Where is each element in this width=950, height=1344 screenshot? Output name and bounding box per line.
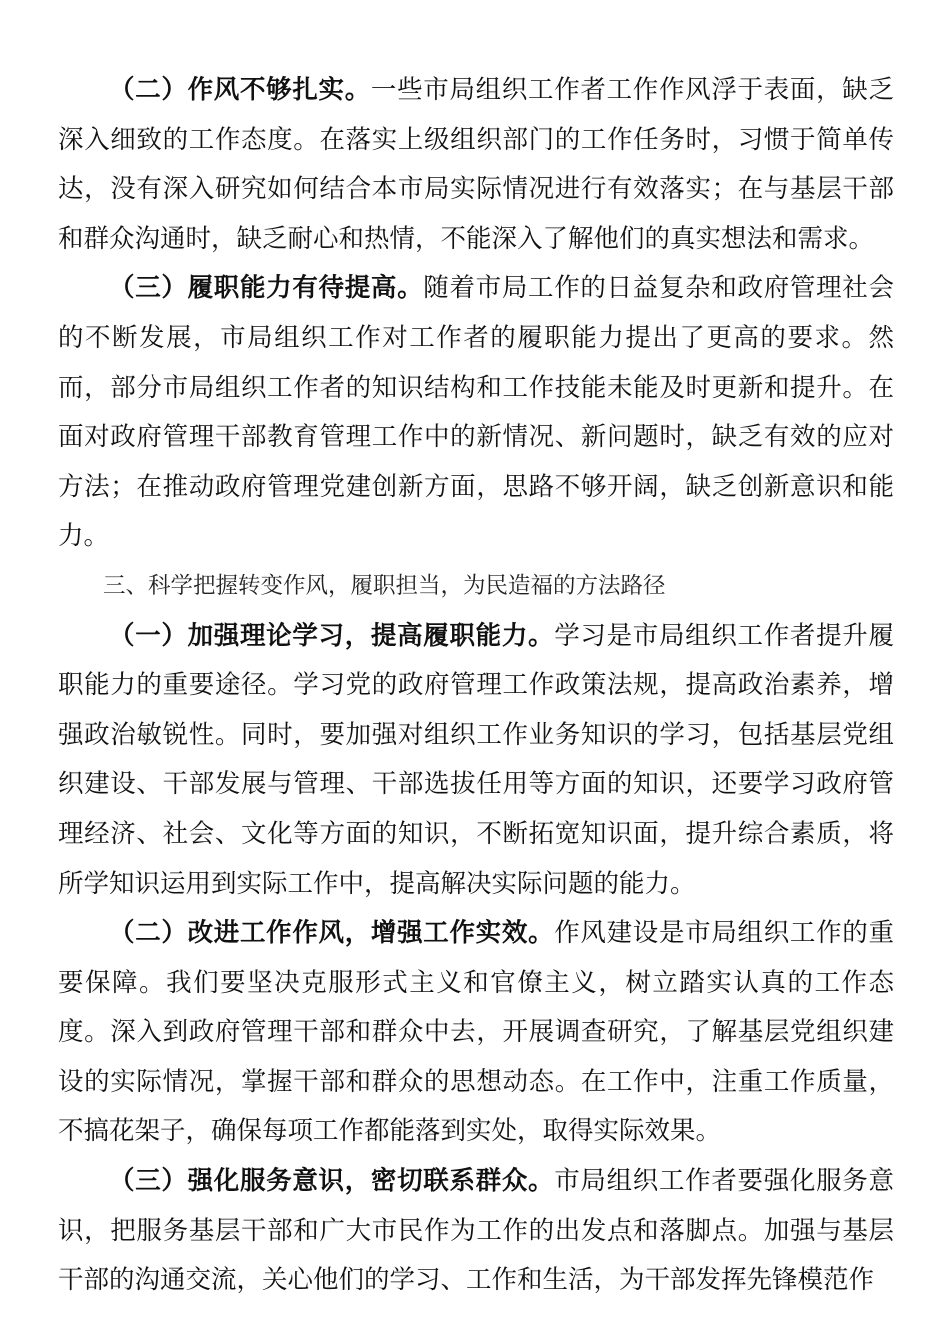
paragraph-service-awareness [58, 1157, 894, 1306]
paragraph-lead: （一）加强理论学习，提高履职能力。 [109, 620, 555, 651]
paragraph-lead: （三）履职能力有待提高。 [109, 273, 424, 304]
paragraph-body: 学习是市局组织工作者提升履职能力的重要途径。学习党的政府管理工作政策法规，提高政治素养，增强政治敏锐性。同时，要加强对组织工作业务知识的学习，包括基层党组织建设、干部发展与管理、干部选拔任用等方面的知识，还要学习政府管理经济、社会、文化等方面的知识，不断拓宽知识面，提升综合素质，将所学知识运用到实际工作中，提高解决实际问题的能力。 [58, 620, 894, 899]
paragraph-body: 一些市局组织工作者工作作风浮于表面，缺乏深入细致的工作态度。在落实上级组织部门的工作任务时，习惯于简单传达，没有深入研究如何结合本市局实际情况进行有效落实；在与基层干部和群众沟通时，缺乏耐心和热情，不能深入了解他们的真实想法和需求。 [58, 75, 894, 254]
paragraph-capability [58, 264, 894, 562]
paragraph-lead: （二）改进工作作风，增强工作实效。 [109, 918, 555, 949]
paragraph-improve-style [58, 909, 894, 1157]
paragraph-body: 市局组织工作者要强化服务意识，把服务基层干部和广大市民作为工作的出发点和落脚点。加强与基层干部的沟通交流，关心他们的学习、工作和生活，为干部发挥先锋模范作 [58, 1166, 894, 1296]
document-page [58, 66, 894, 1306]
section-heading: 三、科学把握转变作风，履职担当，为民造福的方法路径 [103, 572, 666, 599]
paragraph-work-style [58, 66, 894, 264]
paragraph-lead: （二）作风不够扎实。 [109, 75, 371, 105]
paragraph-body: 随着市局工作的日益复杂和政府管理社会的不断发展，市局组织工作对工作者的履职能力提出了更高的要求。然而，部分市局组织工作者的知识结构和工作技能未能及时更新和提升。在面对政府管理干部教育管理工作中的新情况、新问题时，缺乏有效的应对方法；在推动政府管理党建创新方面，思路不够开阔，缺乏创新意识和能力。 [58, 273, 894, 552]
paragraph-body: 作风建设是市局组织工作的重要保障。我们要坚决克服形式主义和官僚主义，树立踏实认真的工作态度。深入到政府管理干部和群众中去，开展调查研究，了解基层党组织建设的实际情况，掌握干部和群众的思想动态。在工作中，注重工作质量，不搞花架子，确保每项工作都能落到实处，取得实际效果。 [58, 918, 894, 1147]
paragraph-theory-study [58, 612, 894, 910]
paragraph-lead: （三）强化服务意识，密切联系群众。 [109, 1166, 555, 1197]
